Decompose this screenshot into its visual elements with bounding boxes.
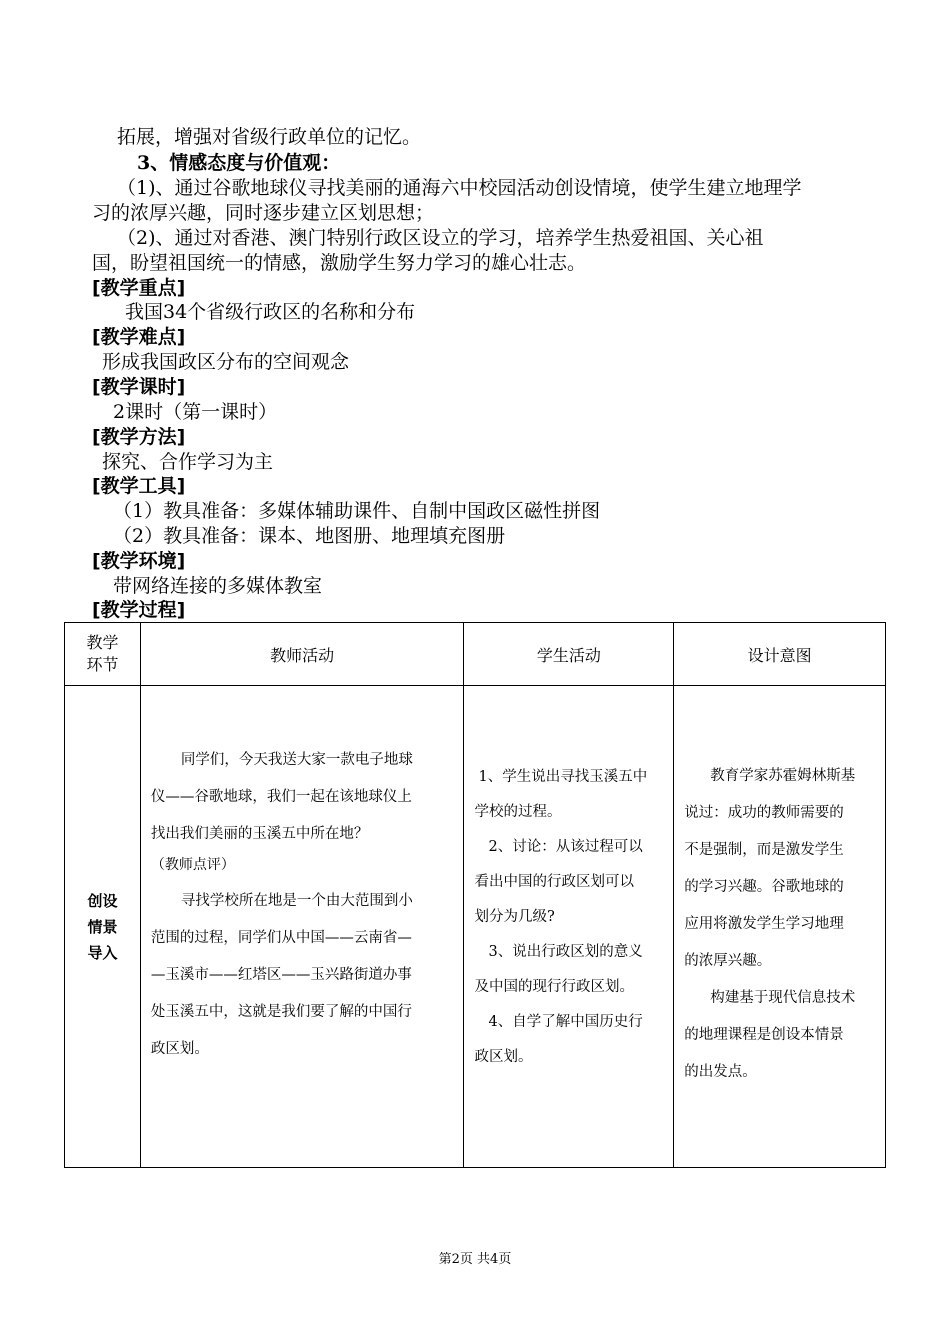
header-stage-line-2: 环节 xyxy=(86,655,119,674)
stage-cell xyxy=(65,686,141,1168)
header-design-intent: 设计意图 xyxy=(674,623,886,686)
tools-item-1: （1）教具准备：多媒体辅助课件、自制中国政区磁性拼图 xyxy=(113,500,601,522)
methods-text: 探究、合作学习为主 xyxy=(102,451,274,473)
header-stage xyxy=(65,623,141,686)
design-intent-cell xyxy=(674,686,886,1168)
student-line: 2、讨论：从该过程可以 xyxy=(488,839,643,855)
intent-line: 的地理课程是创设本情景 xyxy=(684,1027,844,1043)
process-heading: [教学过程] xyxy=(92,599,186,621)
tools-heading: [教学工具] xyxy=(92,475,186,497)
stage-line-1: 创设 xyxy=(87,891,118,910)
intent-line: 的出发点。 xyxy=(684,1064,757,1080)
student-line: 及中国的现行行政区划。 xyxy=(474,979,634,995)
student-activity-cell xyxy=(464,686,674,1168)
intent-line: 教育学家苏霍姆林斯基 xyxy=(710,768,856,784)
methods-heading: [教学方法] xyxy=(92,426,186,448)
key-points-text: 我国34个省级行政区的名称和分布 xyxy=(125,301,416,323)
student-line: 4、自学了解中国历史行 xyxy=(488,1014,643,1030)
emotion-objective-item-2-cont: 国，盼望祖国统一的情感，激励学生努力学习的雄心壮志。 xyxy=(92,252,587,274)
environment-text: 带网络连接的多媒体教室 xyxy=(113,575,323,597)
difficulties-text: 形成我国政区分布的空间观念 xyxy=(102,351,350,373)
teacher-line: 政区划。 xyxy=(150,1041,209,1057)
teacher-activity-cell xyxy=(140,686,464,1168)
table-header-row xyxy=(65,623,886,686)
student-line: 3、说出行政区划的意义 xyxy=(488,944,643,960)
teacher-line: 找出我们美丽的玉溪五中所在地？ xyxy=(150,826,369,842)
teacher-line: 仪——谷歌地球，我们一起在该地球仪上 xyxy=(150,789,412,805)
student-line: 划分为几级? xyxy=(474,909,555,925)
teacher-line: 寻找学校所在地是一个由大范围到小 xyxy=(180,893,413,909)
page-footer: 第2页 共4页 xyxy=(438,1252,512,1267)
intent-line: 不是强制，而是激发学生 xyxy=(684,842,844,858)
emotion-objective-heading: 3、情感态度与价值观： xyxy=(137,152,341,174)
emotion-objective-item-1: （1)、通过谷歌地球仪寻找美丽的通海六中校园活动创设情境，使学生建立地理学 xyxy=(117,177,802,199)
header-stage-line-1: 教学 xyxy=(86,633,119,652)
intent-line: 的学习兴趣。谷歌地球的 xyxy=(684,879,844,895)
stage-line-2: 情景 xyxy=(87,917,118,936)
class-hours-heading: [教学课时] xyxy=(92,376,186,398)
emotion-objective-item-1-cont: 习的浓厚兴趣，同时逐步建立区划思想； xyxy=(92,202,435,224)
student-line: 看出中国的行政区划可以 xyxy=(474,874,634,890)
key-points-heading: [教学重点] xyxy=(92,277,186,299)
difficulties-heading: [教学难点] xyxy=(92,326,186,348)
header-teacher-activity: 教师活动 xyxy=(140,623,464,686)
header-student-activity: 学生活动 xyxy=(464,623,674,686)
objective-text-line: 拓展，增强对省级行政单位的记忆。 xyxy=(117,126,422,148)
emotion-objective-item-2: （2)、通过对香港、澳门特别行政区设立的学习，培养学生热爱祖国、关心祖 xyxy=(117,227,764,249)
teacher-line: —玉溪市——红塔区——玉兴路街道办事 xyxy=(150,967,412,983)
table-row xyxy=(65,686,886,1168)
student-line: 学校的过程。 xyxy=(474,804,562,820)
intent-line: 的浓厚兴趣。 xyxy=(684,953,772,969)
intent-line: 说过：成功的教师需要的 xyxy=(684,805,844,821)
teacher-line: 处玉溪五中，这就是我们要了解的中国行 xyxy=(150,1004,412,1020)
class-hours-text: 2课时（第一课时） xyxy=(113,401,278,423)
teacher-line: 范围的过程，同学们从中国——云南省— xyxy=(150,930,412,946)
stage-line-3: 导入 xyxy=(87,943,118,962)
student-line: 政区划。 xyxy=(474,1049,533,1065)
environment-heading: [教学环境] xyxy=(92,550,186,572)
tools-item-2: （2）教具准备：课本、地图册、地理填充图册 xyxy=(113,525,506,547)
process-table xyxy=(64,622,886,1168)
intent-line: 构建基于现代信息技术 xyxy=(710,990,856,1006)
intent-line: 应用将激发学生学习地理 xyxy=(684,916,844,932)
student-line: 1、学生说出寻找玉溪五中 xyxy=(478,769,648,785)
teacher-line: （教师点评） xyxy=(150,857,235,873)
teacher-line: 同学们，今天我送大家一款电子地球 xyxy=(180,752,413,768)
